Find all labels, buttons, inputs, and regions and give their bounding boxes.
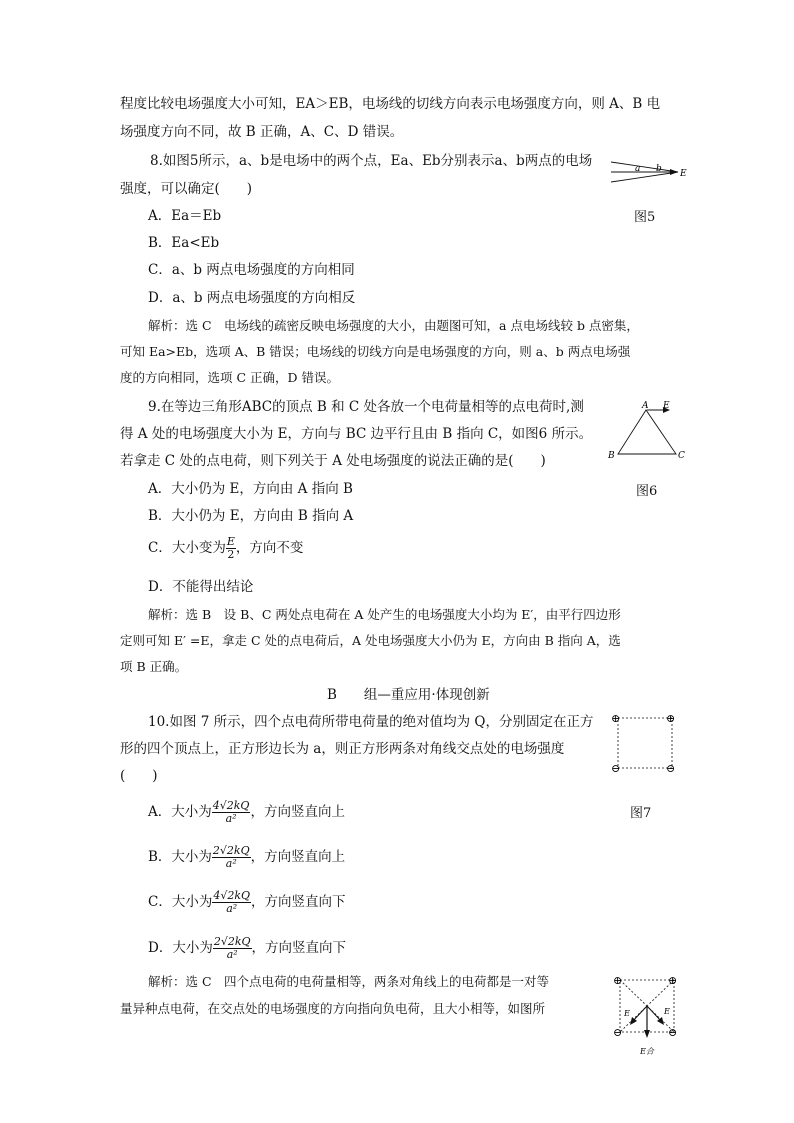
q10-option-c-label: C． (148, 894, 172, 910)
continuation-line-1: 程度比较电场强度大小可知，EA＞EB，电场线的切线方向表示电场强度方向，则 A、B 电 (120, 96, 661, 112)
fig5-label-b: b (656, 164, 662, 174)
q10-option-a (148, 800, 345, 825)
q10-option-d-den: a² (226, 948, 238, 961)
figure-5-caption: 图5 (634, 210, 656, 225)
q10-analysis-line-2: 量异种点电荷，在交点处的电场强度的方向指向负电荷，且大小相等，如图所 (120, 1001, 546, 1016)
q8-option-d: D．a、b 两点电场强度的方向相反 (148, 290, 356, 306)
q8-option-c: C．a、b 两点电场强度的方向相同 (148, 262, 355, 278)
fig7-charge-bottom-left: ⊖ (611, 762, 621, 775)
q10-option-a-direction: ，方向竖直向上 (250, 804, 345, 820)
q8-option-a: A．Ea＝Eb (148, 208, 222, 224)
fig5-label-E: E (680, 169, 687, 179)
q8-analysis-line-2: 可知 Ea>Eb，选项 A、B 错误；电场线的切线方向是电场强度的方向，则 a、b 两点电场强 (120, 344, 631, 359)
q10-option-a-fraction (212, 800, 251, 825)
fig5-label-a: a (635, 164, 641, 174)
fig7-charge-bottom-right: ⊖ (666, 762, 676, 775)
fig7-charge-top-left: ⊕ (611, 712, 621, 725)
q9-analysis-line-3: 项 B 正确。 (120, 659, 188, 674)
q9-option-c-num: E (226, 535, 235, 548)
q8-option-b: B．Ea<Eb (148, 235, 220, 251)
q10-option-d-num: 2√2kQ (213, 935, 251, 948)
q8-analysis-line-1: 解析：选 C 电场线的疏密反映电场强度的大小，由题图可知，a 点电场线较 b 点密集， (148, 318, 639, 333)
fig-analysis-charge-bottom-right: ⊖ (668, 1026, 678, 1039)
q10-option-c-den: a² (226, 902, 238, 915)
q10-option-d (148, 936, 346, 961)
q10-stem-line-3: ( ) (120, 768, 158, 784)
q9-stem-line-3: 若拿走 C 处的点电荷，则下列关于 A 处电场强度的说法正确的是( ) (120, 453, 546, 469)
figure-5-field-lines (608, 156, 688, 184)
q10-stem-line-1: 10.如图 7 所示，四个点电荷所带电荷量的绝对值均为 Q，分别固定在正方 (148, 714, 594, 730)
q9-stem-line-1: 9.在等边三角形ABC的顶点 B 和 C 处各放一个电荷量相等的点电荷时,测 (148, 399, 584, 415)
fig6-label-A: A (642, 401, 649, 411)
q9-stem-line-2: 得 A 处的电场强度大小为 E，方向与 BC 边平行且由 B 指向 C，如图6 所示。 (120, 426, 593, 442)
q10-option-c-fraction (212, 890, 251, 915)
q10-option-d-prefix: 大小为 (172, 940, 213, 956)
q9-option-c-den: 2 (227, 548, 235, 561)
q10-option-c-direction: ，方向竖直向下 (251, 894, 346, 910)
figure-analysis-field-vectors (610, 970, 686, 1060)
q10-option-a-den: a² (225, 812, 237, 825)
q10-option-a-label: A． (148, 804, 172, 820)
figure-6-triangle (606, 398, 690, 464)
q10-option-a-prefix: 大小为 (171, 804, 212, 820)
fig-analysis-charge-top-left: ⊕ (613, 974, 623, 987)
q8-analysis-line-3: 度的方向相同，选项 C 正确，D 错误。 (120, 370, 340, 385)
q10-analysis-line-1: 解析：选 C 四个点电荷的电荷量相等，两条对角线上的电荷都是一对等 (148, 974, 550, 989)
figure-7-square (608, 708, 682, 776)
q10-option-b-num: 2√2kQ (212, 844, 250, 857)
q10-option-b-fraction (212, 845, 251, 870)
fig-analysis-charge-bottom-left: ⊖ (613, 1026, 623, 1039)
q9-option-c-suffix: ，方向不变 (235, 540, 304, 556)
q9-analysis-line-1: 解析：选 B 设 B、C 两处点电荷在 A 处产生的电场强度大小均为 E′，由平行四边形 (148, 607, 621, 622)
q9-analysis-line-2: 定则可知 E′ =E，拿走 C 处的点电荷后，A 处电场强度大小仍为 E，方向由 B 指向 A，选 (120, 633, 621, 648)
section-b-heading: B 组—重应用·体现创新 (327, 687, 490, 703)
q10-option-d-direction: ，方向竖直向下 (251, 940, 347, 956)
q9-option-d: D．不能得出结论 (148, 579, 254, 595)
q9-option-c-fraction (226, 536, 236, 561)
q10-stem-line-2: 形的四个顶点上，正方形边长为 a，则正方形两条对角线交点处的电场强度 (120, 741, 565, 757)
q10-option-b-direction: ，方向竖直向上 (250, 849, 346, 865)
fig6-label-B: B (608, 451, 615, 461)
q10-option-c (148, 890, 346, 915)
q10-option-c-prefix: 大小为 (171, 894, 213, 910)
q9-option-c-prefix: C．大小变为 (148, 540, 226, 556)
q10-option-b-label: B． (148, 849, 172, 865)
q10-option-d-label: D． (148, 940, 173, 956)
q10-option-d-fraction (213, 936, 252, 961)
q8-stem-line-2: 强度，可以确定( ) (120, 181, 253, 197)
q10-option-b-prefix: 大小为 (171, 849, 212, 865)
fig-analysis-charge-top-right: ⊕ (668, 974, 678, 987)
q10-option-b (148, 845, 345, 870)
continuation-line-2: 场强度方向不同，故 B 正确，A、C、D 错误。 (120, 124, 404, 140)
fig7-charge-top-right: ⊕ (666, 712, 676, 725)
fig6-label-C: C (678, 451, 685, 461)
q9-option-a: A．大小仍为 E，方向由 A 指向 B (148, 481, 353, 497)
q10-option-a-num: 4√2kQ (212, 799, 250, 812)
figure-7-caption: 图7 (630, 806, 652, 821)
q10-option-c-num: 4√2kQ (213, 889, 251, 902)
q10-option-b-den: a² (225, 857, 237, 870)
q9-option-c (148, 536, 303, 561)
q8-stem-line-1: 8.如图5所示，a、b是电场中的两个点，Ea、Eb分别表示a、b两点的电场 (150, 153, 593, 169)
q9-option-b: B．大小仍为 E，方向由 B 指向 A (148, 508, 354, 524)
figure-6-caption: 图6 (636, 484, 658, 499)
fig-analysis-label-E-left: E (624, 1009, 630, 1018)
fig6-label-E: E (663, 401, 670, 411)
fig-analysis-label-E-right: E (664, 1007, 670, 1016)
fig-analysis-label-E-total: E合 (640, 1047, 654, 1056)
